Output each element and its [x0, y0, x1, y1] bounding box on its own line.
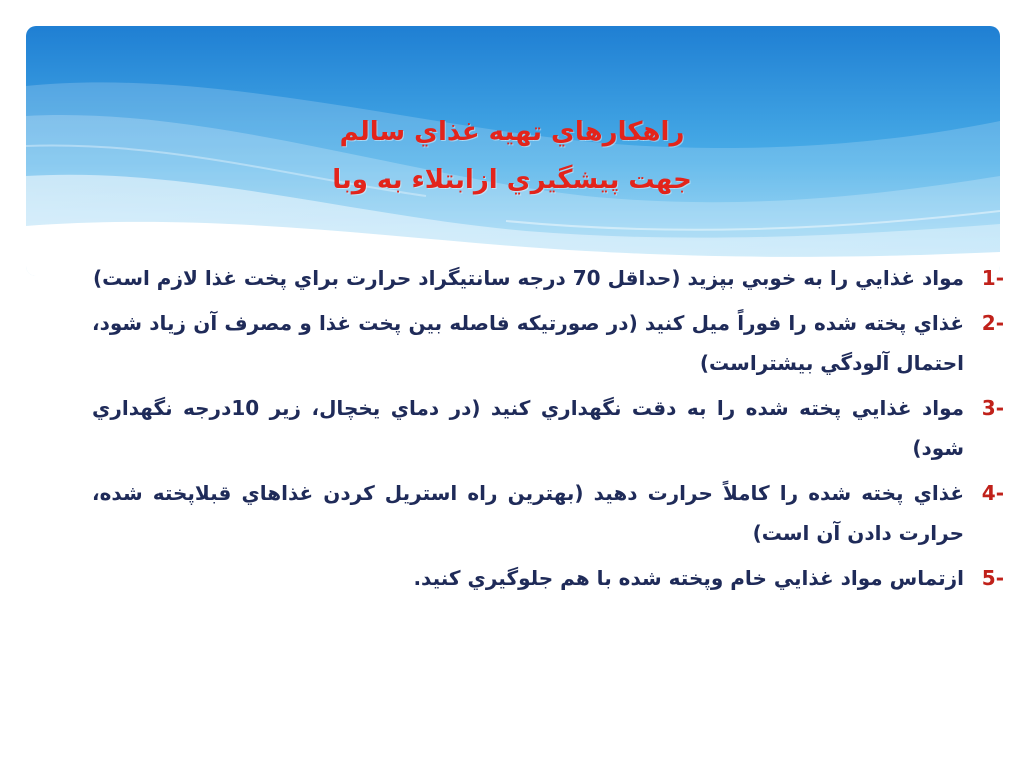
- list-item-1: [92, 258, 1004, 298]
- item-text: غذاي پخته شده را فوراً ميل كنيد (در صورتيكه فاصله بين پخت غذا و مصرف آن زياد شود، احتمال آلودگي بيشتراست): [92, 311, 964, 375]
- item-text: غذاي پخته شده را كاملاً حرارت دهيد (بهترين راه استريل كردن غذاهاي قبلاپخته شده، حرارت دادن آن است): [92, 481, 964, 545]
- list-item-3: [92, 388, 1004, 468]
- list-item-5: [92, 558, 1004, 598]
- title-line-2: جهت پيشگيري ازابتلاء به وبا: [332, 165, 692, 195]
- item-number: 5-: [981, 566, 1004, 590]
- item-text: مواد غذايي پخته شده را به دقت نگهداري كنيد (در دماي يخچال، زير 10درجه نگهداري شود): [92, 396, 964, 460]
- item-text: ازتماس مواد غذايي خام وپخته شده با هم جلوگيري كنيد.: [413, 566, 964, 590]
- item-number: 2-: [981, 311, 1004, 335]
- item-number: 3-: [981, 396, 1004, 420]
- item-number: 4-: [981, 481, 1004, 505]
- list-item-2: [92, 303, 1004, 383]
- title-line-1: راهكارهاي تهيه غذاي سالم: [339, 117, 685, 147]
- slide-title: [200, 108, 824, 204]
- content-list: [92, 258, 1004, 603]
- item-number: 1-: [981, 266, 1004, 290]
- list-item-4: [92, 473, 1004, 553]
- item-text: مواد غذايي را به خوبي بپزيد (حداقل 70 درجه سانتيگراد حرارت براي پخت غذا لازم است): [93, 266, 964, 290]
